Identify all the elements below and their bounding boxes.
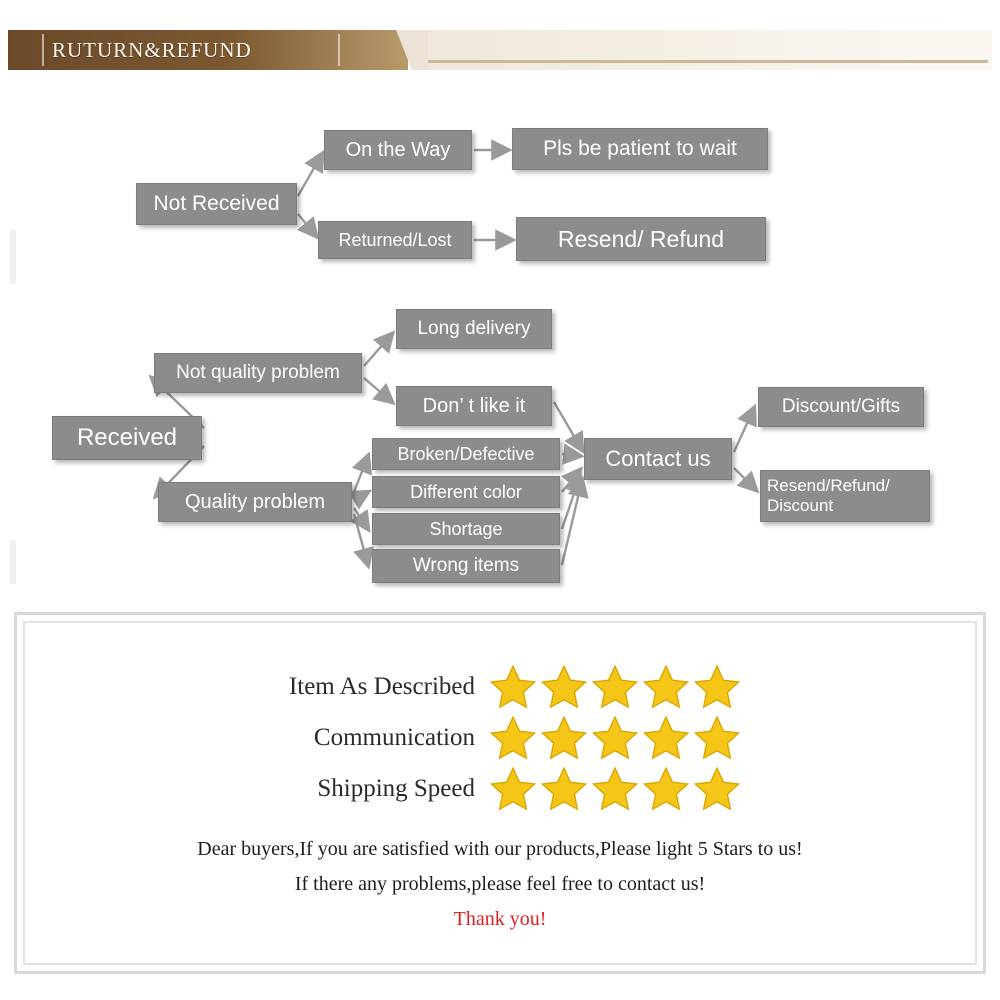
flow-node-label: Wrong items (412, 555, 520, 577)
flow-node-label: Not quality problem (176, 362, 340, 384)
star-icon (540, 663, 588, 711)
star-icon (489, 663, 537, 711)
flow-node-shortage (372, 513, 560, 545)
flow-node-label: Different color (410, 481, 522, 502)
star-icon (642, 765, 690, 813)
flow-node-label: Broken/Defective (397, 443, 535, 464)
flow-node-label: Don’ t like it (422, 394, 526, 417)
rating-stars[interactable] (489, 765, 741, 813)
flow-node-resend-refund-discount (760, 470, 930, 522)
star-icon (489, 765, 537, 813)
star-icon (591, 714, 639, 762)
banner-light-stripe (428, 30, 992, 70)
flow-node-label: Shortage (429, 518, 503, 539)
flow-node-discount-gifts (758, 387, 924, 427)
flow-node-label: Quality problem (184, 490, 326, 513)
flow-node-label: Contact us (605, 446, 711, 472)
star-icon (693, 663, 741, 711)
flow-node-label: Resend/ Refund (557, 225, 725, 252)
page-header-banner (8, 30, 992, 70)
feedback-panel (14, 612, 986, 974)
rating-row (25, 661, 975, 712)
banner-tick-left (42, 34, 44, 66)
star-icon (591, 765, 639, 813)
star-icon (540, 765, 588, 813)
banner-tick-right (338, 34, 340, 66)
flow-node-received (52, 416, 202, 460)
flow-node-broken-defective (372, 438, 560, 470)
feedback-notes (25, 838, 975, 931)
flow-node-different-color (372, 476, 560, 508)
star-icon (693, 765, 741, 813)
returns-flow-diagram (0, 78, 1000, 598)
flow-node-returned-lost (318, 221, 472, 259)
flow-node-label: Resend/Refund/ Discount (767, 476, 890, 515)
rating-label: Communication (313, 723, 475, 751)
rating-row (25, 763, 975, 814)
flow-node-dont-like-it (396, 386, 552, 426)
rating-stars[interactable] (489, 663, 741, 711)
star-icon (642, 663, 690, 711)
rating-row (25, 712, 975, 763)
flow-node-pls-be-patient (512, 128, 768, 170)
rating-rows (25, 661, 975, 814)
flow-node-long-delivery (396, 309, 552, 349)
flow-node-on-the-way (324, 130, 472, 170)
flow-node-label: Pls be patient to wait (543, 136, 737, 160)
flow-node-label: Received (76, 424, 178, 452)
flow-node-label: On the Way (345, 138, 451, 161)
feedback-panel-inner-border (23, 621, 977, 965)
flow-node-resend-refund (516, 217, 766, 261)
feedback-note-line-2: If there any problems,please feel free to contact us! (294, 873, 706, 895)
rating-label: Shipping Speed (317, 774, 475, 802)
star-icon (642, 714, 690, 762)
feedback-thanks: Thank you! (453, 908, 547, 930)
flow-node-quality-problem (158, 482, 352, 522)
banner-underline (428, 60, 988, 63)
banner-title: RUTURN&REFUND (52, 38, 252, 62)
flow-node-not-received (136, 183, 297, 225)
star-icon (540, 714, 588, 762)
flow-node-contact-us (584, 438, 732, 480)
flow-node-label: Long delivery (417, 318, 531, 340)
rating-stars[interactable] (489, 714, 741, 762)
rating-label: Item As Described (288, 672, 475, 700)
flow-node-not-quality (154, 353, 362, 393)
flow-node-label: Returned/Lost (338, 229, 452, 250)
star-icon (489, 714, 537, 762)
feedback-note-line-1: Dear buyers,If you are satisfied with our products,Please light 5 Stars to us! (197, 838, 803, 860)
star-icon (591, 663, 639, 711)
flow-node-wrong-items (372, 549, 560, 583)
flow-node-label: Discount/Gifts (781, 396, 901, 418)
flow-node-label: Not Received (153, 191, 280, 215)
star-icon (693, 714, 741, 762)
